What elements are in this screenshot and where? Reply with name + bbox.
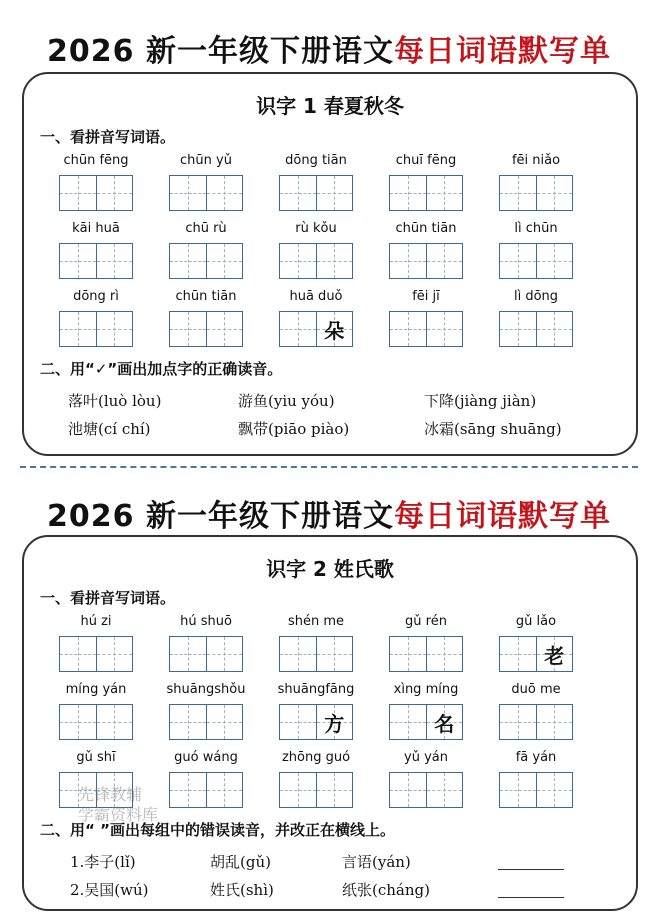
writing-box[interactable]: [536, 244, 573, 278]
sheet2-item: 2.吴国(wú): [70, 881, 149, 899]
writing-grid: [59, 636, 133, 672]
writing-box[interactable]: [500, 705, 536, 739]
pinyin-label: chūn tiān: [175, 289, 237, 304]
writing-box[interactable]: [426, 312, 463, 346]
writing-grid: [499, 175, 573, 211]
writing-box[interactable]: [170, 637, 206, 671]
writing-grid: [279, 243, 353, 279]
writing-box[interactable]: [96, 637, 133, 671]
word-item: [166, 749, 246, 808]
word-item: [56, 681, 136, 740]
word-item: [276, 288, 356, 347]
written-character: [97, 705, 133, 739]
written-character: [280, 244, 316, 278]
pinyin-label: shuāngfāng: [277, 682, 355, 697]
written-character: [97, 176, 133, 210]
writing-box[interactable]: [170, 244, 206, 278]
writing-box[interactable]: [170, 312, 206, 346]
written-character: [280, 312, 316, 346]
pinyin-label: dōng rì: [73, 289, 119, 304]
word-item: [386, 681, 466, 740]
writing-box[interactable]: [60, 773, 96, 807]
written-character: [170, 637, 206, 671]
writing-box[interactable]: [280, 312, 316, 346]
sheet2-card: [22, 535, 638, 911]
word-item: [166, 681, 246, 740]
writing-grid: [389, 704, 463, 740]
writing-box[interactable]: [500, 773, 536, 807]
writing-box[interactable]: [206, 705, 243, 739]
written-character: [537, 176, 573, 210]
writing-box[interactable]: [280, 176, 316, 210]
word-item: [276, 152, 356, 211]
writing-grid: [169, 636, 243, 672]
sheet2-title-black: 2026 新一年级下册语文: [47, 499, 394, 534]
writing-grid: [169, 311, 243, 347]
writing-box[interactable]: [426, 637, 463, 671]
writing-box[interactable]: [206, 637, 243, 671]
sheet2-section1-title: 一、看拼音写词语。: [40, 589, 176, 607]
writing-box[interactable]: [96, 705, 133, 739]
pinyin-label: dōng tiān: [285, 153, 347, 168]
writing-grid: [279, 772, 353, 808]
writing-grid: [389, 175, 463, 211]
written-character: [60, 312, 96, 346]
word-item: [496, 220, 576, 279]
pinyin-label: zhōng guó: [281, 750, 351, 765]
written-character: [500, 244, 536, 278]
written-character: [537, 312, 573, 346]
pinyin-label: guó wáng: [174, 750, 238, 765]
sheet1-card: [22, 72, 638, 456]
written-character: [60, 244, 96, 278]
writing-box[interactable]: [280, 705, 316, 739]
writing-grid: [499, 311, 573, 347]
pinyin-label: huā duǒ: [289, 289, 343, 304]
written-character: [207, 637, 243, 671]
word-item: [386, 220, 466, 279]
written-character: [500, 637, 536, 671]
writing-grid: [279, 704, 353, 740]
writing-box[interactable]: [206, 176, 243, 210]
writing-grid: [59, 243, 133, 279]
written-character: [97, 773, 133, 807]
writing-box[interactable]: [536, 637, 573, 671]
answer-line[interactable]: [498, 883, 564, 898]
written-character: [60, 176, 96, 210]
writing-box[interactable]: [500, 176, 536, 210]
written-character: [500, 705, 536, 739]
writing-box[interactable]: [60, 244, 96, 278]
writing-grid: [279, 175, 353, 211]
written-character: [390, 773, 426, 807]
written-character: [97, 312, 133, 346]
writing-grid: [279, 311, 353, 347]
writing-grid: [389, 243, 463, 279]
word-item: [496, 288, 576, 347]
written-character: 朵: [324, 318, 345, 343]
written-character: [390, 637, 426, 671]
writing-box[interactable]: [60, 312, 96, 346]
watermark-line: 先锋教辅: [78, 785, 143, 804]
pinyin-label: fēi niǎo: [511, 153, 561, 168]
answer-line[interactable]: [498, 855, 564, 870]
written-character: [60, 637, 96, 671]
pinyin-label: yǔ yán: [404, 750, 448, 765]
pinyin-label: gǔ rén: [405, 614, 447, 629]
writing-box[interactable]: [316, 244, 353, 278]
word-item: [166, 288, 246, 347]
written-character: [207, 176, 243, 210]
writing-box[interactable]: [60, 637, 96, 671]
pinyin-label: duō me: [511, 682, 561, 697]
written-character: [97, 244, 133, 278]
writing-box[interactable]: [500, 312, 536, 346]
written-character: [207, 773, 243, 807]
writing-grid: [169, 243, 243, 279]
written-character: [390, 312, 426, 346]
word-item: [166, 152, 246, 211]
written-character: [280, 705, 316, 739]
written-character: [207, 312, 243, 346]
watermark-line: 学霸资料库: [78, 805, 159, 824]
word-item: [276, 613, 356, 672]
sheet1-choice: 飘带(piāo piào): [238, 420, 350, 438]
pinyin-label: hú zi: [80, 614, 112, 629]
sheet1-choice: 游鱼(yiu yóu): [238, 392, 335, 410]
writing-grid: [59, 772, 133, 808]
written-character: [60, 705, 96, 739]
writing-box[interactable]: [206, 773, 243, 807]
writing-box[interactable]: [280, 244, 316, 278]
writing-grid: [389, 636, 463, 672]
writing-grid: [169, 175, 243, 211]
written-character: 名: [434, 711, 455, 736]
sheet2-item: 1.李子(lǐ): [70, 853, 136, 871]
written-character: [427, 176, 463, 210]
pinyin-label: shén me: [287, 614, 345, 629]
word-item: [386, 288, 466, 347]
writing-box[interactable]: [170, 705, 206, 739]
writing-grid: [389, 311, 463, 347]
pinyin-label: chuī fēng: [395, 153, 457, 168]
writing-box[interactable]: [500, 637, 536, 671]
pinyin-label: chūn yǔ: [180, 153, 232, 168]
written-character: 老: [544, 643, 565, 668]
writing-box[interactable]: [536, 312, 573, 346]
pinyin-label: shuāngshǒu: [166, 682, 246, 697]
sheet2-section2-title: 二、用“ ”画出每组中的错误读音，并改正在横线上。: [40, 821, 395, 839]
written-character: [170, 705, 206, 739]
sheet1-title-red: 每日词语默写单: [393, 34, 611, 69]
pinyin-label: chūn fēng: [63, 153, 129, 168]
writing-box[interactable]: [316, 637, 353, 671]
written-character: [537, 705, 573, 739]
word-item: [496, 613, 576, 672]
writing-grid: [169, 772, 243, 808]
sheet2-item: 纸张(cháng): [342, 881, 430, 899]
sheet2-item: 姓氏(shì): [210, 881, 274, 899]
written-character: [170, 773, 206, 807]
sheet2-title-red: 每日词语默写单: [393, 499, 611, 534]
pinyin-label: lì dōng: [513, 289, 559, 304]
sheet2-title: [0, 491, 658, 535]
writing-box[interactable]: [280, 773, 316, 807]
written-character: [280, 637, 316, 671]
written-character: [500, 773, 536, 807]
writing-box[interactable]: [206, 312, 243, 346]
pinyin-label: fā yán: [515, 750, 557, 765]
word-item: [386, 613, 466, 672]
writing-box[interactable]: [536, 773, 573, 807]
written-character: [427, 244, 463, 278]
writing-box[interactable]: [390, 637, 426, 671]
written-character: [427, 312, 463, 346]
written-character: [170, 312, 206, 346]
word-item: [56, 749, 136, 808]
written-character: [170, 176, 206, 210]
word-item: [276, 220, 356, 279]
word-item: [386, 152, 466, 211]
word-item: [496, 152, 576, 211]
written-character: [427, 637, 463, 671]
sheet2-lesson-title: 识字 2 姓氏歌: [266, 557, 394, 581]
written-character: [537, 244, 573, 278]
sheet1-choice: 下降(jiàng jiàn): [424, 392, 537, 410]
sheet2-item: 胡乱(gǔ): [210, 853, 271, 871]
writing-box[interactable]: [316, 705, 353, 739]
writing-box[interactable]: [96, 244, 133, 278]
word-item: [166, 613, 246, 672]
pinyin-label: gǔ lǎo: [515, 614, 557, 629]
pinyin-label: kāi huā: [72, 221, 120, 236]
written-character: [537, 773, 573, 807]
pinyin-label: lì chūn: [514, 221, 558, 236]
written-character: [317, 773, 353, 807]
writing-grid: [499, 636, 573, 672]
word-item: [386, 749, 466, 808]
writing-box[interactable]: [536, 176, 573, 210]
written-character: [60, 773, 96, 807]
pinyin-label: chū rù: [185, 221, 227, 236]
word-item: [496, 749, 576, 808]
writing-box[interactable]: [426, 705, 463, 739]
sheet1-title-black: 2026 新一年级下册语文: [47, 34, 394, 69]
sheet2-item: 言语(yán): [342, 853, 411, 871]
writing-grid: [499, 243, 573, 279]
written-character: [317, 637, 353, 671]
writing-box[interactable]: [96, 312, 133, 346]
sheet1-lesson-title: 识字 1 春夏秋冬: [256, 94, 404, 118]
writing-grid: [59, 311, 133, 347]
writing-box[interactable]: [206, 244, 243, 278]
sheet1-choice: 冰霜(sāng shuāng): [424, 420, 562, 438]
word-item: [56, 152, 136, 211]
word-item: [496, 681, 576, 740]
pinyin-label: míng yán: [65, 682, 127, 697]
writing-grid: [389, 772, 463, 808]
writing-box[interactable]: [390, 312, 426, 346]
written-character: [97, 637, 133, 671]
writing-grid: [59, 704, 133, 740]
writing-box[interactable]: [426, 244, 463, 278]
writing-box[interactable]: [390, 773, 426, 807]
writing-grid: [59, 175, 133, 211]
written-character: [170, 244, 206, 278]
pinyin-label: gǔ shī: [76, 750, 116, 765]
writing-grid: [279, 636, 353, 672]
written-character: [280, 176, 316, 210]
pinyin-label: fēi jī: [412, 289, 440, 304]
writing-box[interactable]: [170, 773, 206, 807]
word-item: [56, 613, 136, 672]
writing-box[interactable]: [170, 176, 206, 210]
written-character: [280, 773, 316, 807]
writing-box[interactable]: [536, 705, 573, 739]
written-character: [500, 176, 536, 210]
written-character: [390, 244, 426, 278]
sheet1-title: [0, 26, 658, 70]
sheet1-choice: 池塘(cí chí): [68, 420, 151, 438]
written-character: [207, 244, 243, 278]
writing-box[interactable]: [316, 312, 353, 346]
written-character: [427, 773, 463, 807]
writing-box[interactable]: [390, 705, 426, 739]
writing-box[interactable]: [280, 637, 316, 671]
writing-box[interactable]: [390, 176, 426, 210]
written-character: [207, 705, 243, 739]
word-item: [276, 681, 356, 740]
pinyin-label: hú shuō: [180, 614, 232, 629]
writing-box[interactable]: [500, 244, 536, 278]
writing-grid: [499, 704, 573, 740]
writing-box[interactable]: [316, 176, 353, 210]
pinyin-label: chūn tiān: [395, 221, 457, 236]
written-character: [500, 312, 536, 346]
pinyin-label: xìng míng: [393, 682, 459, 697]
writing-box[interactable]: [390, 244, 426, 278]
word-item: [56, 288, 136, 347]
written-character: [390, 705, 426, 739]
writing-box[interactable]: [96, 176, 133, 210]
writing-box[interactable]: [426, 773, 463, 807]
writing-grid: [169, 704, 243, 740]
written-character: [390, 176, 426, 210]
written-character: [317, 176, 353, 210]
pinyin-label: rù kǒu: [295, 221, 337, 236]
writing-grid: [499, 772, 573, 808]
writing-box[interactable]: [96, 773, 133, 807]
word-item: [56, 220, 136, 279]
writing-box[interactable]: [60, 705, 96, 739]
word-item: [276, 749, 356, 808]
writing-box[interactable]: [316, 773, 353, 807]
sheet1-choice: 落叶(luò lòu): [68, 392, 162, 410]
sheet1-section1-title: 一、看拼音写词语。: [40, 128, 176, 146]
word-item: [166, 220, 246, 279]
page-divider: [20, 466, 638, 468]
writing-box[interactable]: [60, 176, 96, 210]
writing-box[interactable]: [426, 176, 463, 210]
sheet1-section2-title: 二、用“✓”画出加点字的正确读音。: [40, 360, 283, 378]
written-character: [317, 244, 353, 278]
written-character: 方: [324, 711, 345, 736]
